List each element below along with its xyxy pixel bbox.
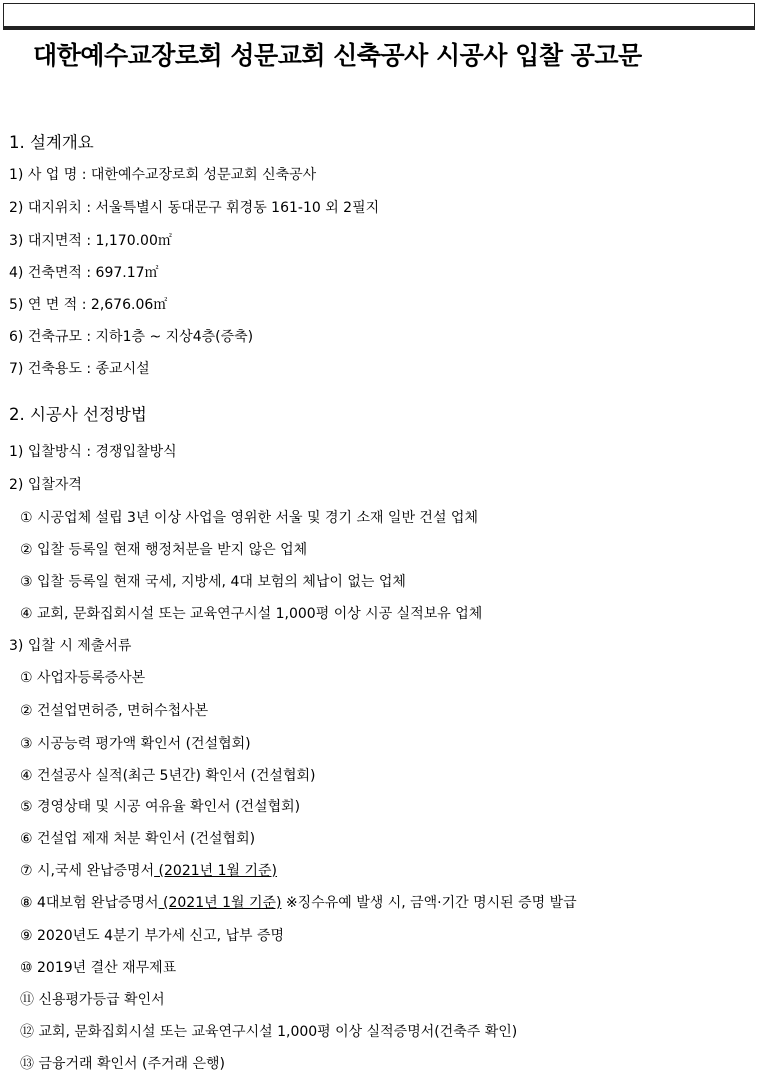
top-frame (3, 3, 755, 27)
documents-heading: 3) 입찰 시 제출서류 (9, 638, 132, 654)
document-item: ① 사업자등록증사본 (20, 670, 146, 686)
document-item: ⑥ 건설업 제재 처분 확인서 (건설협회) (20, 831, 256, 847)
document-item-tax (20, 862, 277, 880)
document-item-insurance-note: ※징수유예 발생 시, 금액·기간 명시된 증명 발급 (281, 895, 577, 911)
design-item: 1) 사 업 명 : 대한예수교장로회 성문교회 신축공사 (9, 167, 317, 183)
document-item-tax-date: (2021년 1월 기준) (154, 863, 278, 879)
document-item-tax-text: ⑦ 시,국세 완납증명서 (20, 863, 155, 879)
design-item: 4) 건축면적 : 697.17㎡ (9, 265, 159, 281)
qualification-item: ① 시공업체 설립 3년 이상 사업을 영위한 서울 및 경기 소재 일반 건설 업체 (20, 510, 478, 526)
document-item-insurance (20, 894, 577, 912)
section1-heading: 1. 설계개요 (9, 133, 94, 152)
qualification-heading: 2) 입찰자격 (9, 477, 82, 493)
top-rule (3, 27, 755, 30)
document-item: ② 건설업면허증, 면허수첩사본 (20, 703, 209, 719)
design-item: 6) 건축규모 : 지하1층 ~ 지상4층(증축) (9, 329, 254, 345)
qualification-item: ② 입찰 등록일 현재 행정처분을 받지 않은 업체 (20, 542, 308, 558)
document-item: ⑩ 2019년 결산 재무제표 (20, 960, 177, 976)
design-item: 7) 건축용도 : 종교시설 (9, 361, 150, 377)
document-item-insurance-date: (2021년 1월 기준) (158, 895, 282, 911)
document-item-insurance-text: ⑧ 4대보험 완납증명서 (20, 895, 159, 911)
document-item: ⑤ 경영상태 및 시공 여유율 확인서 (건설협회) (20, 799, 301, 815)
document-item: ④ 건설공사 실적(최근 5년간) 확인서 (건설협회) (20, 768, 316, 784)
design-item: 5) 연 면 적 : 2,676.06㎡ (9, 297, 168, 313)
document-item: ⑪ 신용평가등급 확인서 (20, 992, 165, 1008)
document-item: ⑬ 금융거래 확인서 (주거래 은행) (20, 1056, 226, 1072)
design-item: 3) 대지면적 : 1,170.00㎡ (9, 233, 172, 249)
document-item: ⑫ 교회, 문화집회시설 또는 교육연구시설 1,000평 이상 실적증명서(건축주 확인) (20, 1024, 518, 1040)
document-item: ⑨ 2020년도 4분기 부가세 신고, 납부 증명 (20, 928, 285, 944)
section2-heading: 2. 시공사 선정방법 (9, 405, 147, 424)
qualification-item: ③ 입찰 등록일 현재 국세, 지방세, 4대 보험의 체납이 없는 업체 (20, 574, 406, 590)
qualification-item: ④ 교회, 문화집회시설 또는 교육연구시설 1,000평 이상 시공 실적보유 업체 (20, 606, 483, 622)
document-title: 대한예수교장로회 성문교회 신축공사 시공사 입찰 공고문 (33, 41, 642, 70)
bid-method: 1) 입찰방식 : 경쟁입찰방식 (9, 444, 177, 460)
design-item: 2) 대지위치 : 서울특별시 동대문구 휘경동 161-10 외 2필지 (9, 200, 380, 216)
document-item: ③ 시공능력 평가액 확인서 (건설협회) (20, 736, 251, 752)
